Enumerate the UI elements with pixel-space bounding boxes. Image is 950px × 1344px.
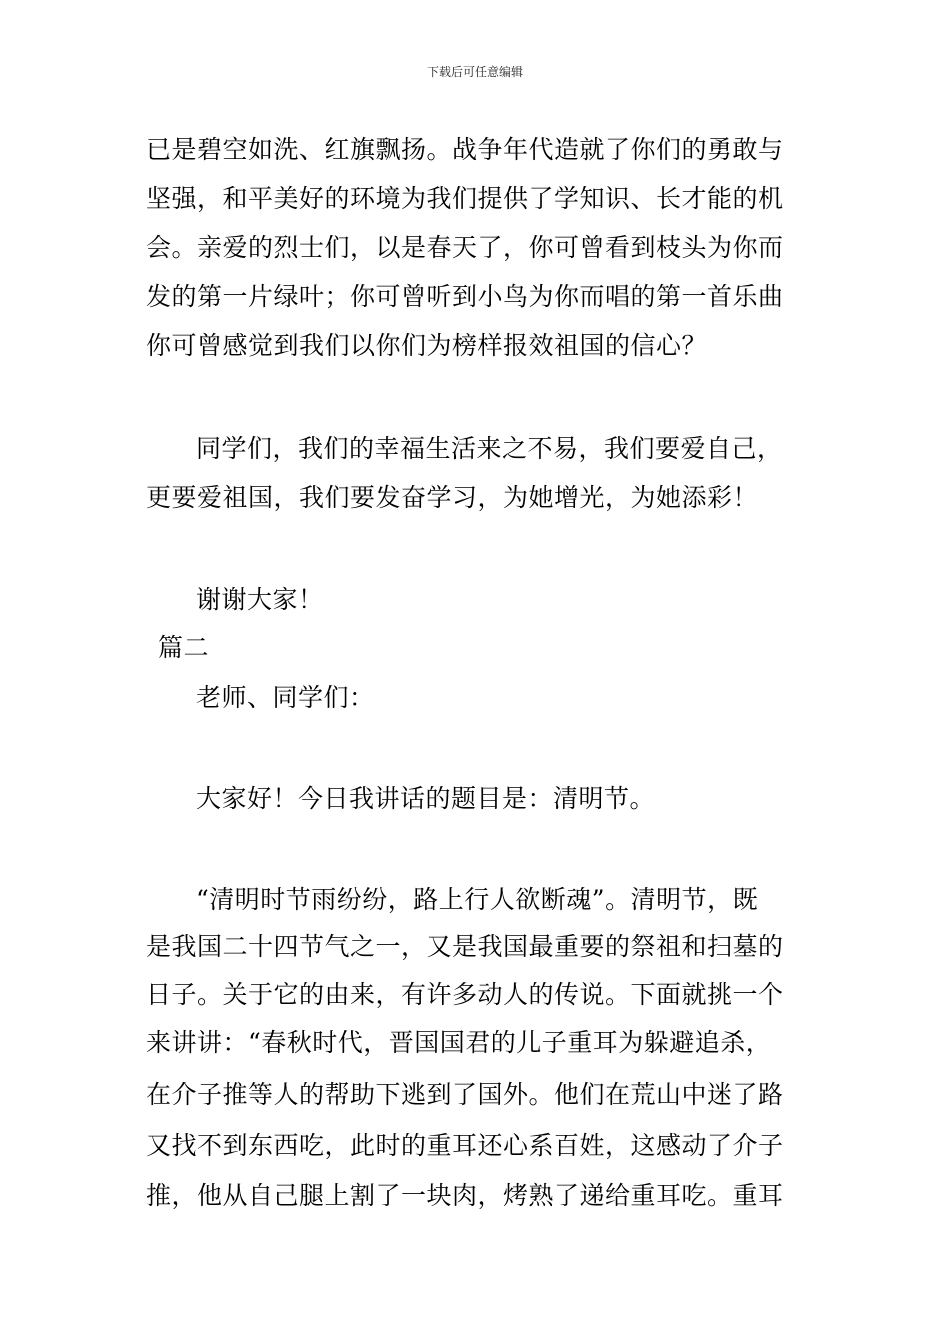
paragraph-line: 谢谢大家！ [196, 585, 324, 614]
paragraph-line: 发的第一片绿叶；你可曾听到小鸟为你而唱的第一首乐曲 [146, 282, 784, 311]
paragraph-line: 老师、同学们： [196, 683, 375, 712]
paragraph-line: 你可曾感觉到我们以你们为榜样报效祖国的信心？ [146, 331, 708, 360]
paragraph-line: 推，他从自己腿上割了一块肉，烤熟了递给重耳吃。重耳 [146, 1181, 784, 1210]
page-header: 下载后可任意编辑 [426, 65, 523, 79]
section-title: 篇二 [158, 633, 210, 662]
paragraph-line: 在介子推等人的帮助下逃到了国外。他们在荒山中迷了路 [146, 1080, 784, 1109]
paragraph-line: 会。亲爱的烈士们，以是春天了，你可曾看到枝头为你而 [146, 233, 784, 262]
paragraph-line: “清明时节雨纷纷，路上行人欲断魂”。清明节，既 [196, 885, 759, 914]
paragraph-line: 同学们，我们的幸福生活来之不易，我们要爱自己， [196, 434, 783, 463]
paragraph-line: 更要爱祖国，我们要发奋学习，为她增光，为她添彩！ [146, 483, 759, 512]
paragraph-line: 大家好！今日我讲话的题目是：清明节。 [196, 784, 656, 813]
paragraph-line: 坚强，和平美好的环境为我们提供了学知识、长才能的机 [146, 184, 784, 213]
paragraph-line: 是我国二十四节气之一，又是我国最重要的祭祖和扫墓的 [146, 932, 784, 961]
paragraph-line: 已是碧空如洗、红旗飘扬。战争年代造就了你们的勇敢与 [146, 135, 784, 164]
paragraph-line: 来讲讲：“春秋时代，晋国国君的儿子重耳为躲避追杀， [146, 1028, 772, 1057]
paragraph-line: 日子。关于它的由来，有许多动人的传说。下面就挑一个 [146, 980, 784, 1009]
paragraph-line: 又找不到东西吃，此时的重耳还心系百姓，这感动了介子 [146, 1131, 784, 1160]
